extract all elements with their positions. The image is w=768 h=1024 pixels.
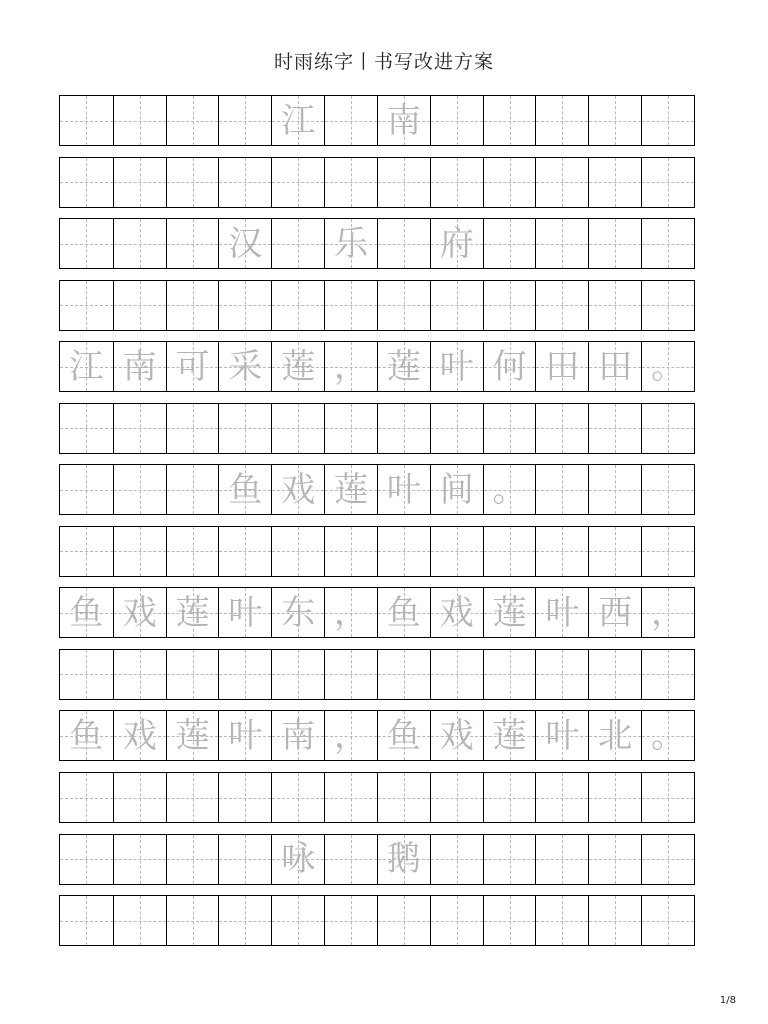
grid-cell — [324, 835, 377, 884]
grid-cell — [271, 588, 324, 637]
tracing-character: 可 — [175, 346, 210, 387]
grid-cell — [535, 773, 588, 822]
grid-cell — [588, 773, 641, 822]
grid-cell — [113, 650, 166, 699]
grid-row — [59, 834, 695, 885]
tracing-character: ， — [334, 592, 369, 633]
grid-row — [59, 464, 695, 515]
grid-cell — [430, 773, 483, 822]
tracing-character: 叶 — [439, 346, 474, 387]
grid-cell — [113, 342, 166, 391]
grid-cell — [60, 219, 113, 268]
tracing-character: 北 — [598, 715, 633, 756]
grid-cell — [113, 404, 166, 453]
grid-cell — [166, 527, 219, 576]
tracing-character: 莲 — [386, 346, 421, 387]
grid-cell — [377, 896, 430, 945]
grid-cell — [483, 342, 536, 391]
tracing-character: 东 — [281, 592, 316, 633]
grid-cell — [218, 527, 271, 576]
grid-cell — [535, 404, 588, 453]
grid-cell — [535, 96, 588, 145]
grid-row — [59, 280, 695, 331]
grid-cell — [430, 711, 483, 760]
grid-cell — [60, 773, 113, 822]
grid-cell — [377, 281, 430, 330]
grid-cell — [377, 404, 430, 453]
grid-cell — [535, 281, 588, 330]
grid-cell — [588, 711, 641, 760]
tracing-character: 江 — [69, 346, 104, 387]
grid-cell — [113, 465, 166, 514]
grid-cell — [166, 650, 219, 699]
grid-cell — [271, 527, 324, 576]
grid-cell — [324, 342, 377, 391]
grid-cell — [588, 342, 641, 391]
tracing-character: 南 — [281, 715, 316, 756]
grid-cell — [430, 158, 483, 207]
grid-cell — [60, 711, 113, 760]
grid-cell — [430, 342, 483, 391]
grid-cell — [271, 219, 324, 268]
grid-cell — [324, 650, 377, 699]
grid-cell — [430, 835, 483, 884]
grid-cell — [588, 835, 641, 884]
grid-cell — [641, 465, 694, 514]
grid-cell — [218, 835, 271, 884]
tracing-character: 采 — [228, 346, 263, 387]
tracing-character: 间 — [439, 469, 474, 510]
grid-cell — [641, 158, 694, 207]
grid-cell — [166, 711, 219, 760]
grid-cell — [218, 711, 271, 760]
grid-cell — [483, 773, 536, 822]
grid-cell — [113, 835, 166, 884]
grid-cell — [483, 896, 536, 945]
grid-cell — [271, 896, 324, 945]
grid-cell — [641, 773, 694, 822]
grid-cell — [271, 835, 324, 884]
grid-cell — [483, 158, 536, 207]
grid-cell — [483, 404, 536, 453]
grid-cell — [113, 773, 166, 822]
grid-cell — [166, 219, 219, 268]
grid-cell — [271, 404, 324, 453]
grid-cell — [113, 158, 166, 207]
grid-cell — [483, 835, 536, 884]
grid-cell — [324, 773, 377, 822]
grid-cell — [113, 527, 166, 576]
grid-cell — [218, 158, 271, 207]
grid-cell — [483, 527, 536, 576]
grid-cell — [166, 342, 219, 391]
grid-cell — [324, 404, 377, 453]
grid-cell — [271, 711, 324, 760]
grid-cell — [218, 773, 271, 822]
grid-cell — [271, 773, 324, 822]
grid-cell — [324, 527, 377, 576]
grid-cell — [535, 588, 588, 637]
grid-cell — [483, 588, 536, 637]
grid-cell — [271, 465, 324, 514]
grid-row — [59, 95, 695, 146]
tracing-character: ， — [651, 592, 686, 633]
grid-cell — [60, 835, 113, 884]
grid-cell — [641, 835, 694, 884]
grid-cell — [324, 711, 377, 760]
grid-cell — [113, 588, 166, 637]
grid-cell — [271, 158, 324, 207]
grid-cell — [430, 281, 483, 330]
tracing-character: 莲 — [492, 592, 527, 633]
tracing-character: 莲 — [492, 715, 527, 756]
grid-cell — [166, 96, 219, 145]
tracing-character: 。 — [651, 715, 686, 756]
grid-cell — [430, 404, 483, 453]
grid-cell — [218, 219, 271, 268]
tracing-character: 莲 — [175, 715, 210, 756]
tracing-character: 府 — [439, 223, 474, 264]
grid-cell — [113, 711, 166, 760]
grid-row — [59, 772, 695, 823]
grid-cell — [324, 465, 377, 514]
tracing-character: 莲 — [175, 592, 210, 633]
grid-cell — [271, 96, 324, 145]
tracing-character: 南 — [122, 346, 157, 387]
tracing-character: 南 — [386, 100, 421, 141]
grid-cell — [271, 281, 324, 330]
tracing-character: 乐 — [334, 223, 369, 264]
tracing-character: 咏 — [281, 839, 316, 880]
grid-cell — [218, 650, 271, 699]
tracing-character: 鹅 — [386, 839, 421, 880]
grid-cell — [377, 588, 430, 637]
grid-cell — [60, 527, 113, 576]
page-number: 1/8 — [719, 995, 736, 1006]
grid-cell — [218, 342, 271, 391]
grid-cell — [60, 650, 113, 699]
grid-cell — [430, 465, 483, 514]
grid-cell — [641, 96, 694, 145]
grid-cell — [535, 835, 588, 884]
grid-cell — [113, 96, 166, 145]
grid-cell — [641, 404, 694, 453]
grid-cell — [588, 219, 641, 268]
grid-cell — [430, 219, 483, 268]
grid-cell — [430, 650, 483, 699]
grid-cell — [218, 588, 271, 637]
grid-cell — [588, 527, 641, 576]
tracing-character: 田 — [598, 346, 633, 387]
grid-cell — [641, 219, 694, 268]
tracing-character: 鱼 — [386, 715, 421, 756]
grid-cell — [483, 281, 536, 330]
grid-cell — [430, 896, 483, 945]
grid-cell — [483, 711, 536, 760]
tracing-character: 戏 — [122, 592, 157, 633]
tracing-character: 汉 — [228, 223, 263, 264]
grid-cell — [166, 465, 219, 514]
tracing-character: 戏 — [439, 715, 474, 756]
grid-cell — [324, 588, 377, 637]
tracing-character: 鱼 — [69, 592, 104, 633]
grid-row — [59, 526, 695, 577]
grid-cell — [113, 219, 166, 268]
grid-cell — [324, 96, 377, 145]
grid-cell — [430, 588, 483, 637]
grid-cell — [535, 219, 588, 268]
grid-cell — [483, 96, 536, 145]
grid-cell — [218, 96, 271, 145]
grid-cell — [271, 342, 324, 391]
grid-cell — [483, 219, 536, 268]
tracing-character: 。 — [651, 346, 686, 387]
grid-cell — [324, 219, 377, 268]
grid-cell — [588, 465, 641, 514]
grid-row — [59, 649, 695, 700]
grid-cell — [218, 281, 271, 330]
grid-cell — [166, 588, 219, 637]
grid-cell — [166, 281, 219, 330]
practice-sheet — [59, 95, 695, 957]
grid-cell — [535, 711, 588, 760]
grid-cell — [60, 404, 113, 453]
tracing-character: 叶 — [228, 715, 263, 756]
tracing-character: 。 — [492, 469, 527, 510]
grid-cell — [324, 896, 377, 945]
tracing-character: 鱼 — [69, 715, 104, 756]
grid-row — [59, 157, 695, 208]
grid-cell — [535, 527, 588, 576]
grid-cell — [60, 96, 113, 145]
grid-cell — [60, 158, 113, 207]
grid-cell — [324, 281, 377, 330]
grid-cell — [377, 158, 430, 207]
tracing-character: 叶 — [386, 469, 421, 510]
grid-cell — [377, 650, 430, 699]
grid-row — [59, 403, 695, 454]
grid-cell — [483, 465, 536, 514]
grid-cell — [271, 650, 324, 699]
tracing-character: 鱼 — [228, 469, 263, 510]
tracing-character: 何 — [492, 346, 527, 387]
grid-cell — [377, 527, 430, 576]
grid-cell — [377, 219, 430, 268]
grid-row — [59, 895, 695, 946]
grid-cell — [588, 896, 641, 945]
grid-cell — [588, 404, 641, 453]
grid-cell — [483, 650, 536, 699]
grid-cell — [535, 342, 588, 391]
tracing-character: 叶 — [228, 592, 263, 633]
grid-row — [59, 218, 695, 269]
grid-cell — [324, 158, 377, 207]
grid-cell — [588, 96, 641, 145]
grid-cell — [218, 896, 271, 945]
grid-cell — [377, 773, 430, 822]
grid-cell — [60, 896, 113, 945]
grid-cell — [641, 650, 694, 699]
tracing-character: 戏 — [281, 469, 316, 510]
grid-cell — [377, 96, 430, 145]
tracing-character: 叶 — [545, 592, 580, 633]
grid-cell — [430, 96, 483, 145]
tracing-character: 莲 — [281, 346, 316, 387]
grid-cell — [588, 281, 641, 330]
grid-cell — [377, 342, 430, 391]
grid-row — [59, 587, 695, 638]
grid-cell — [535, 158, 588, 207]
grid-cell — [113, 896, 166, 945]
grid-cell — [588, 588, 641, 637]
grid-cell — [166, 896, 219, 945]
tracing-character: 戏 — [122, 715, 157, 756]
page-title: 时雨练字丨书写改进方案 — [273, 51, 494, 73]
grid-cell — [60, 342, 113, 391]
tracing-character: ， — [334, 346, 369, 387]
grid-cell — [641, 281, 694, 330]
grid-cell — [641, 527, 694, 576]
grid-row — [59, 710, 695, 761]
tracing-character: 莲 — [334, 469, 369, 510]
tracing-character: 鱼 — [386, 592, 421, 633]
grid-cell — [641, 896, 694, 945]
grid-row — [59, 341, 695, 392]
grid-cell — [60, 588, 113, 637]
tracing-character: 田 — [545, 346, 580, 387]
grid-cell — [588, 158, 641, 207]
grid-cell — [166, 404, 219, 453]
grid-cell — [218, 404, 271, 453]
grid-cell — [377, 711, 430, 760]
tracing-character: 叶 — [545, 715, 580, 756]
grid-cell — [60, 465, 113, 514]
tracing-character: 江 — [281, 100, 316, 141]
grid-cell — [377, 465, 430, 514]
tracing-character: 戏 — [439, 592, 474, 633]
grid-cell — [535, 465, 588, 514]
grid-cell — [535, 896, 588, 945]
tracing-character: 西 — [598, 592, 633, 633]
grid-cell — [641, 588, 694, 637]
grid-cell — [377, 835, 430, 884]
grid-cell — [588, 650, 641, 699]
grid-cell — [218, 465, 271, 514]
grid-cell — [430, 527, 483, 576]
grid-cell — [641, 342, 694, 391]
grid-cell — [166, 773, 219, 822]
grid-cell — [60, 281, 113, 330]
grid-cell — [113, 281, 166, 330]
grid-cell — [641, 711, 694, 760]
grid-cell — [535, 650, 588, 699]
grid-cell — [166, 158, 219, 207]
grid-cell — [166, 835, 219, 884]
tracing-character: ， — [334, 715, 369, 756]
